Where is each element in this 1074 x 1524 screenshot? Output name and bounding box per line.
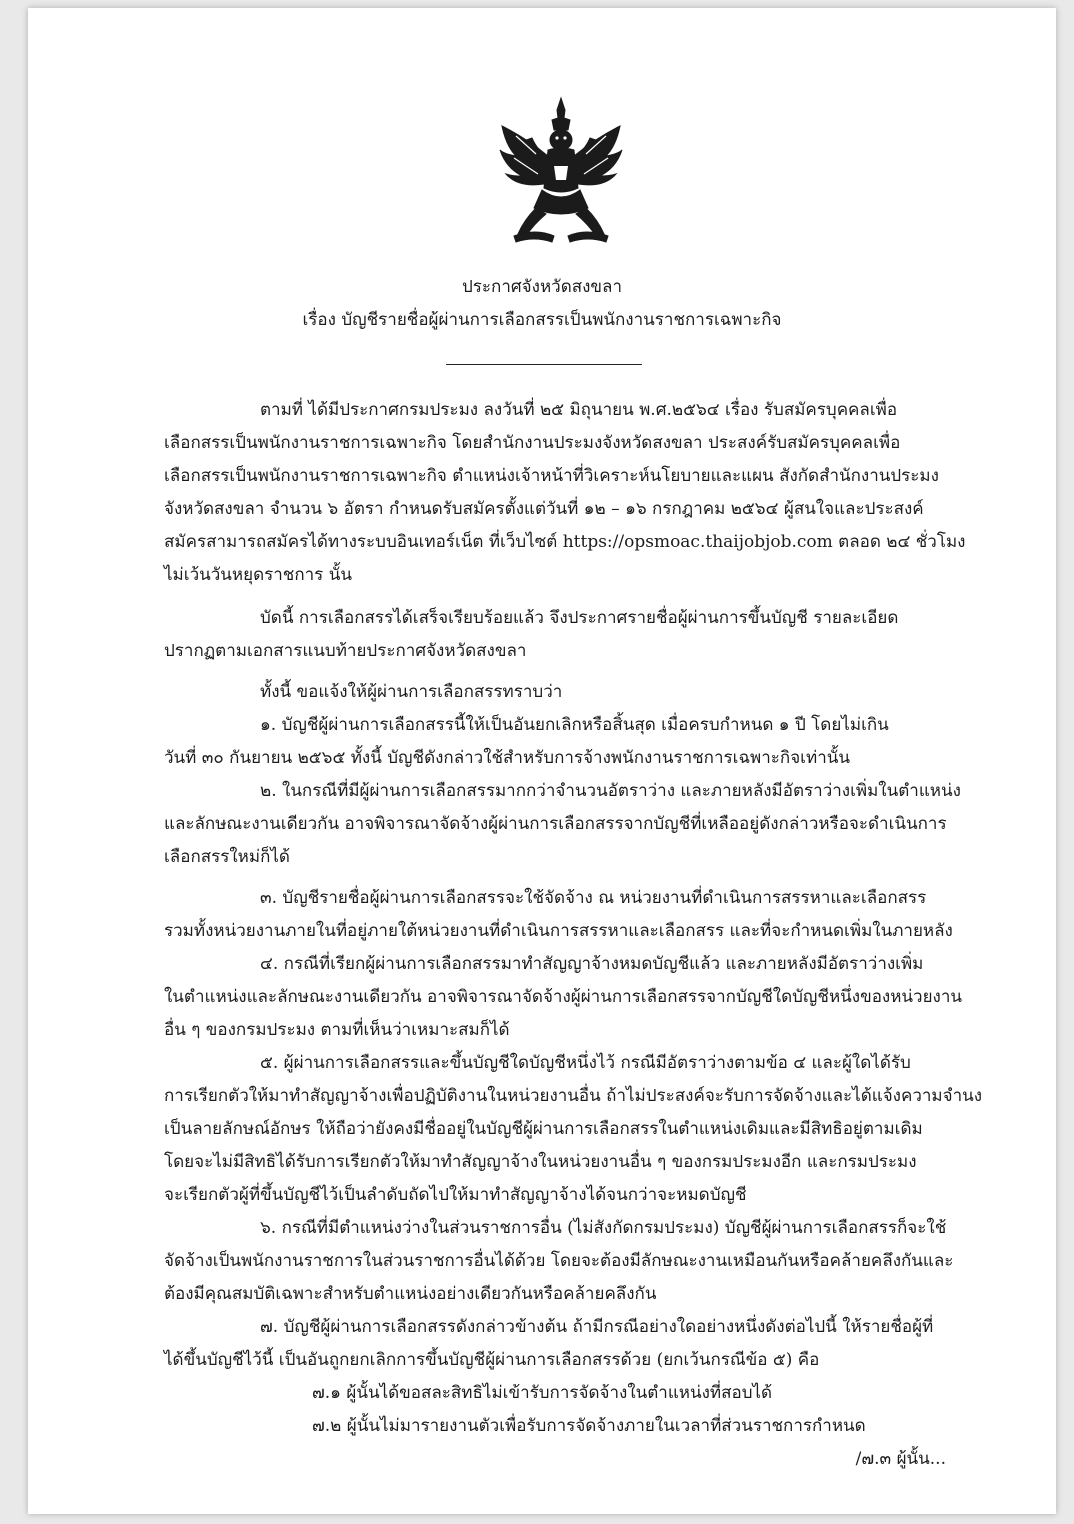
- paragraph-1-line: ไม่เว้นวันหยุดราชการ นั้น: [164, 565, 352, 585]
- sub-item-7-2: ๗.๒ ผู้นั้นไม่มารายงานตัวเพื่อรับการจัดจ้างภายในเวลาที่ส่วนราชการกำหนด: [312, 1416, 866, 1436]
- paragraph-1-line-url: สมัครสามารถสมัครได้ทางระบบอินเทอร์เน็ต ที่เว็บไซต์ https://opsmoac.thaijobjob.com ตลอด ๒๔ ชั่วโมง: [164, 532, 966, 552]
- item-5-line: การเรียกตัวให้มาทำสัญญาจ้างเพื่อปฏิบัติงานในหน่วยงานอื่น ถ้าไม่ประสงค์จะรับการจัดจ้างและได้แจ้งความจำนง: [164, 1086, 983, 1106]
- sub-item-7-1: ๗.๑ ผู้นั้นได้ขอสละสิทธิไม่เข้ารับการจัดจ้างในตำแหน่งที่สอบได้: [312, 1383, 773, 1403]
- garuda-emblem-icon: [496, 96, 626, 246]
- paragraph-1-line: เลือกสรรเป็นพนักงานราชการเฉพาะกิจ ตำแหน่งเจ้าหน้าที่วิเคราะห์นโยบายและแผน สังกัดสำนักงานประมง: [164, 466, 939, 486]
- item-1-line: ๑. บัญชีผู้ผ่านการเลือกสรรนี้ให้เป็นอันยกเลิกหรือสิ้นสุด เมื่อครบกำหนด ๑ ปี โดยไม่เกิน: [260, 715, 889, 735]
- paragraph-2-line: บัดนี้ การเลือกสรรได้เสร็จเรียบร้อยแล้ว จึงประกาศรายชื่อผู้ผ่านการขึ้นบัญชี รายละเอียด: [260, 608, 899, 628]
- item-5-line: จะเรียกตัวผู้ที่ขึ้นบัญชีไว้เป็นลำดับถัดไปให้มาทำสัญญาจ้างได้จนกว่าจะหมดบัญชี: [164, 1185, 747, 1205]
- paragraph-1-line: จังหวัดสงขลา จำนวน ๖ อัตรา กำหนดรับสมัครตั้งแต่วันที่ ๑๒ – ๑๖ กรกฎาคม ๒๕๖๔ ผู้สนใจและประสงค์: [164, 499, 924, 519]
- item-5-line: เป็นลายลักษณ์อักษร ให้ถือว่ายังคงมีชื่ออยู่ในบัญชีผู้ผ่านการเลือกสรรในตำแหน่งเดิมและมีสิทธิอยู่ตามเดิม: [164, 1119, 923, 1139]
- item-5-line: โดยจะไม่มีสิทธิได้รับการเรียกตัวให้มาทำสัญญาจ้างในหน่วยงานอื่น ๆ ของกรมประมงอีก และกรมประมง: [164, 1152, 917, 1172]
- paragraph-1-line: เลือกสรรเป็นพนักงานราชการเฉพาะกิจ โดยสำนักงานประมงจังหวัดสงขลา ประสงค์รับสมัครบุคคลเพื่อ: [164, 433, 901, 453]
- title-divider: [446, 364, 642, 365]
- item-7-line: ได้ขึ้นบัญชีไว้นี้ เป็นอันถูกยกเลิกการขึ้นบัญชีผู้ผ่านการเลือกสรรด้วย (ยกเว้นกรณีข้อ ๕) คือ: [164, 1350, 820, 1370]
- item-3-line: รวมทั้งหน่วยงานภายในที่อยู่ภายใต้หน่วยงานที่ดำเนินการสรรหาและเลือกสรร และที่จะกำหนดเพิ่มในภายหลัง: [164, 921, 953, 941]
- paragraph-1-line: ตามที่ ได้มีประกาศกรมประมง ลงวันที่ ๒๕ มิถุนายน พ.ศ.๒๕๖๔ เรื่อง รับสมัครบุคคลเพื่อ: [260, 400, 898, 420]
- item-6-line: จัดจ้างเป็นพนักงานราชการในส่วนราชการอื่นได้ด้วย โดยจะต้องมีลักษณะงานเหมือนกันหรือคล้ายคลึงกันและ: [164, 1251, 954, 1271]
- item-4-line: ในตำแหน่งและลักษณะงานเดียวกัน อาจพิจารณาจัดจ้างผู้ผ่านการเลือกสรรจากบัญชีใดบัญชีหนึ่งของหน่วยงาน: [164, 987, 963, 1007]
- announcement-subject: เรื่อง บัญชีรายชื่อผู้ผ่านการเลือกสรรเป็นพนักงานราชการเฉพาะกิจ: [302, 310, 782, 330]
- item-2-line: ๒. ในกรณีที่มีผู้ผ่านการเลือกสรรมากกว่าจำนวนอัตราว่าง และภายหลังมีอัตราว่างเพิ่มในตำแหน่ง: [260, 781, 961, 801]
- item-7-line: ๗. บัญชีผู้ผ่านการเลือกสรรดังกล่าวข้างต้น ถ้ามีกรณีอย่างใดอย่างหนึ่งดังต่อไปนี้ ให้รายชื่อผู้ที่: [260, 1317, 934, 1337]
- conditions-intro: ทั้งนี้ ขอแจ้งให้ผู้ผ่านการเลือกสรรทราบว่า: [260, 682, 563, 702]
- item-2-line: เลือกสรรใหม่ก็ได้: [164, 847, 290, 867]
- item-6-line: ๖. กรณีที่มีตำแหน่งว่างในส่วนราชการอื่น (ไม่สังกัดกรมประมง) บัญชีผู้ผ่านการเลือกสรรก็จะใช้: [260, 1218, 947, 1238]
- item-6-line: ต้องมีคุณสมบัติเฉพาะสำหรับตำแหน่งอย่างเดียวกันหรือคล้ายคลึงกัน: [164, 1284, 657, 1304]
- item-2-line: และลักษณะงานเดียวกัน อาจพิจารณาจัดจ้างผู้ผ่านการเลือกสรรจากบัญชีที่เหลืออยู่ดังกล่าวหรือจะดำเนินการ: [164, 814, 947, 834]
- item-4-line: ๔. กรณีที่เรียกผู้ผ่านการเลือกสรรมาทำสัญญาจ้างหมดบัญชีแล้ว และภายหลังมีอัตราว่างเพิ่ม: [260, 954, 924, 974]
- item-5-line: ๕. ผู้ผ่านการเลือกสรรและขึ้นบัญชีใดบัญชีหนึ่งไว้ กรณีมีอัตราว่างตามข้อ ๔ และผู้ใดได้รับ: [260, 1053, 911, 1073]
- paragraph-2-line: ปรากฏตามเอกสารแนบท้ายประกาศจังหวัดสงขลา: [164, 641, 527, 661]
- announcement-title: ประกาศจังหวัดสงขลา: [462, 277, 622, 297]
- document-page: [28, 8, 1056, 1514]
- page-continuation: /๗.๓ ผู้นั้น...: [855, 1449, 946, 1469]
- item-3-line: ๓. บัญชีรายชื่อผู้ผ่านการเลือกสรรจะใช้จัดจ้าง ณ หน่วยงานที่ดำเนินการสรรหาและเลือกสรร: [260, 888, 927, 908]
- item-4-line: อื่น ๆ ของกรมประมง ตามที่เห็นว่าเหมาะสมก็ได้: [164, 1020, 510, 1040]
- item-1-line: วันที่ ๓๐ กันยายน ๒๕๖๕ ทั้งนี้ บัญชีดังกล่าวใช้สำหรับการจ้างพนักงานราชการเฉพาะกิจเท่านั้น: [164, 748, 850, 768]
